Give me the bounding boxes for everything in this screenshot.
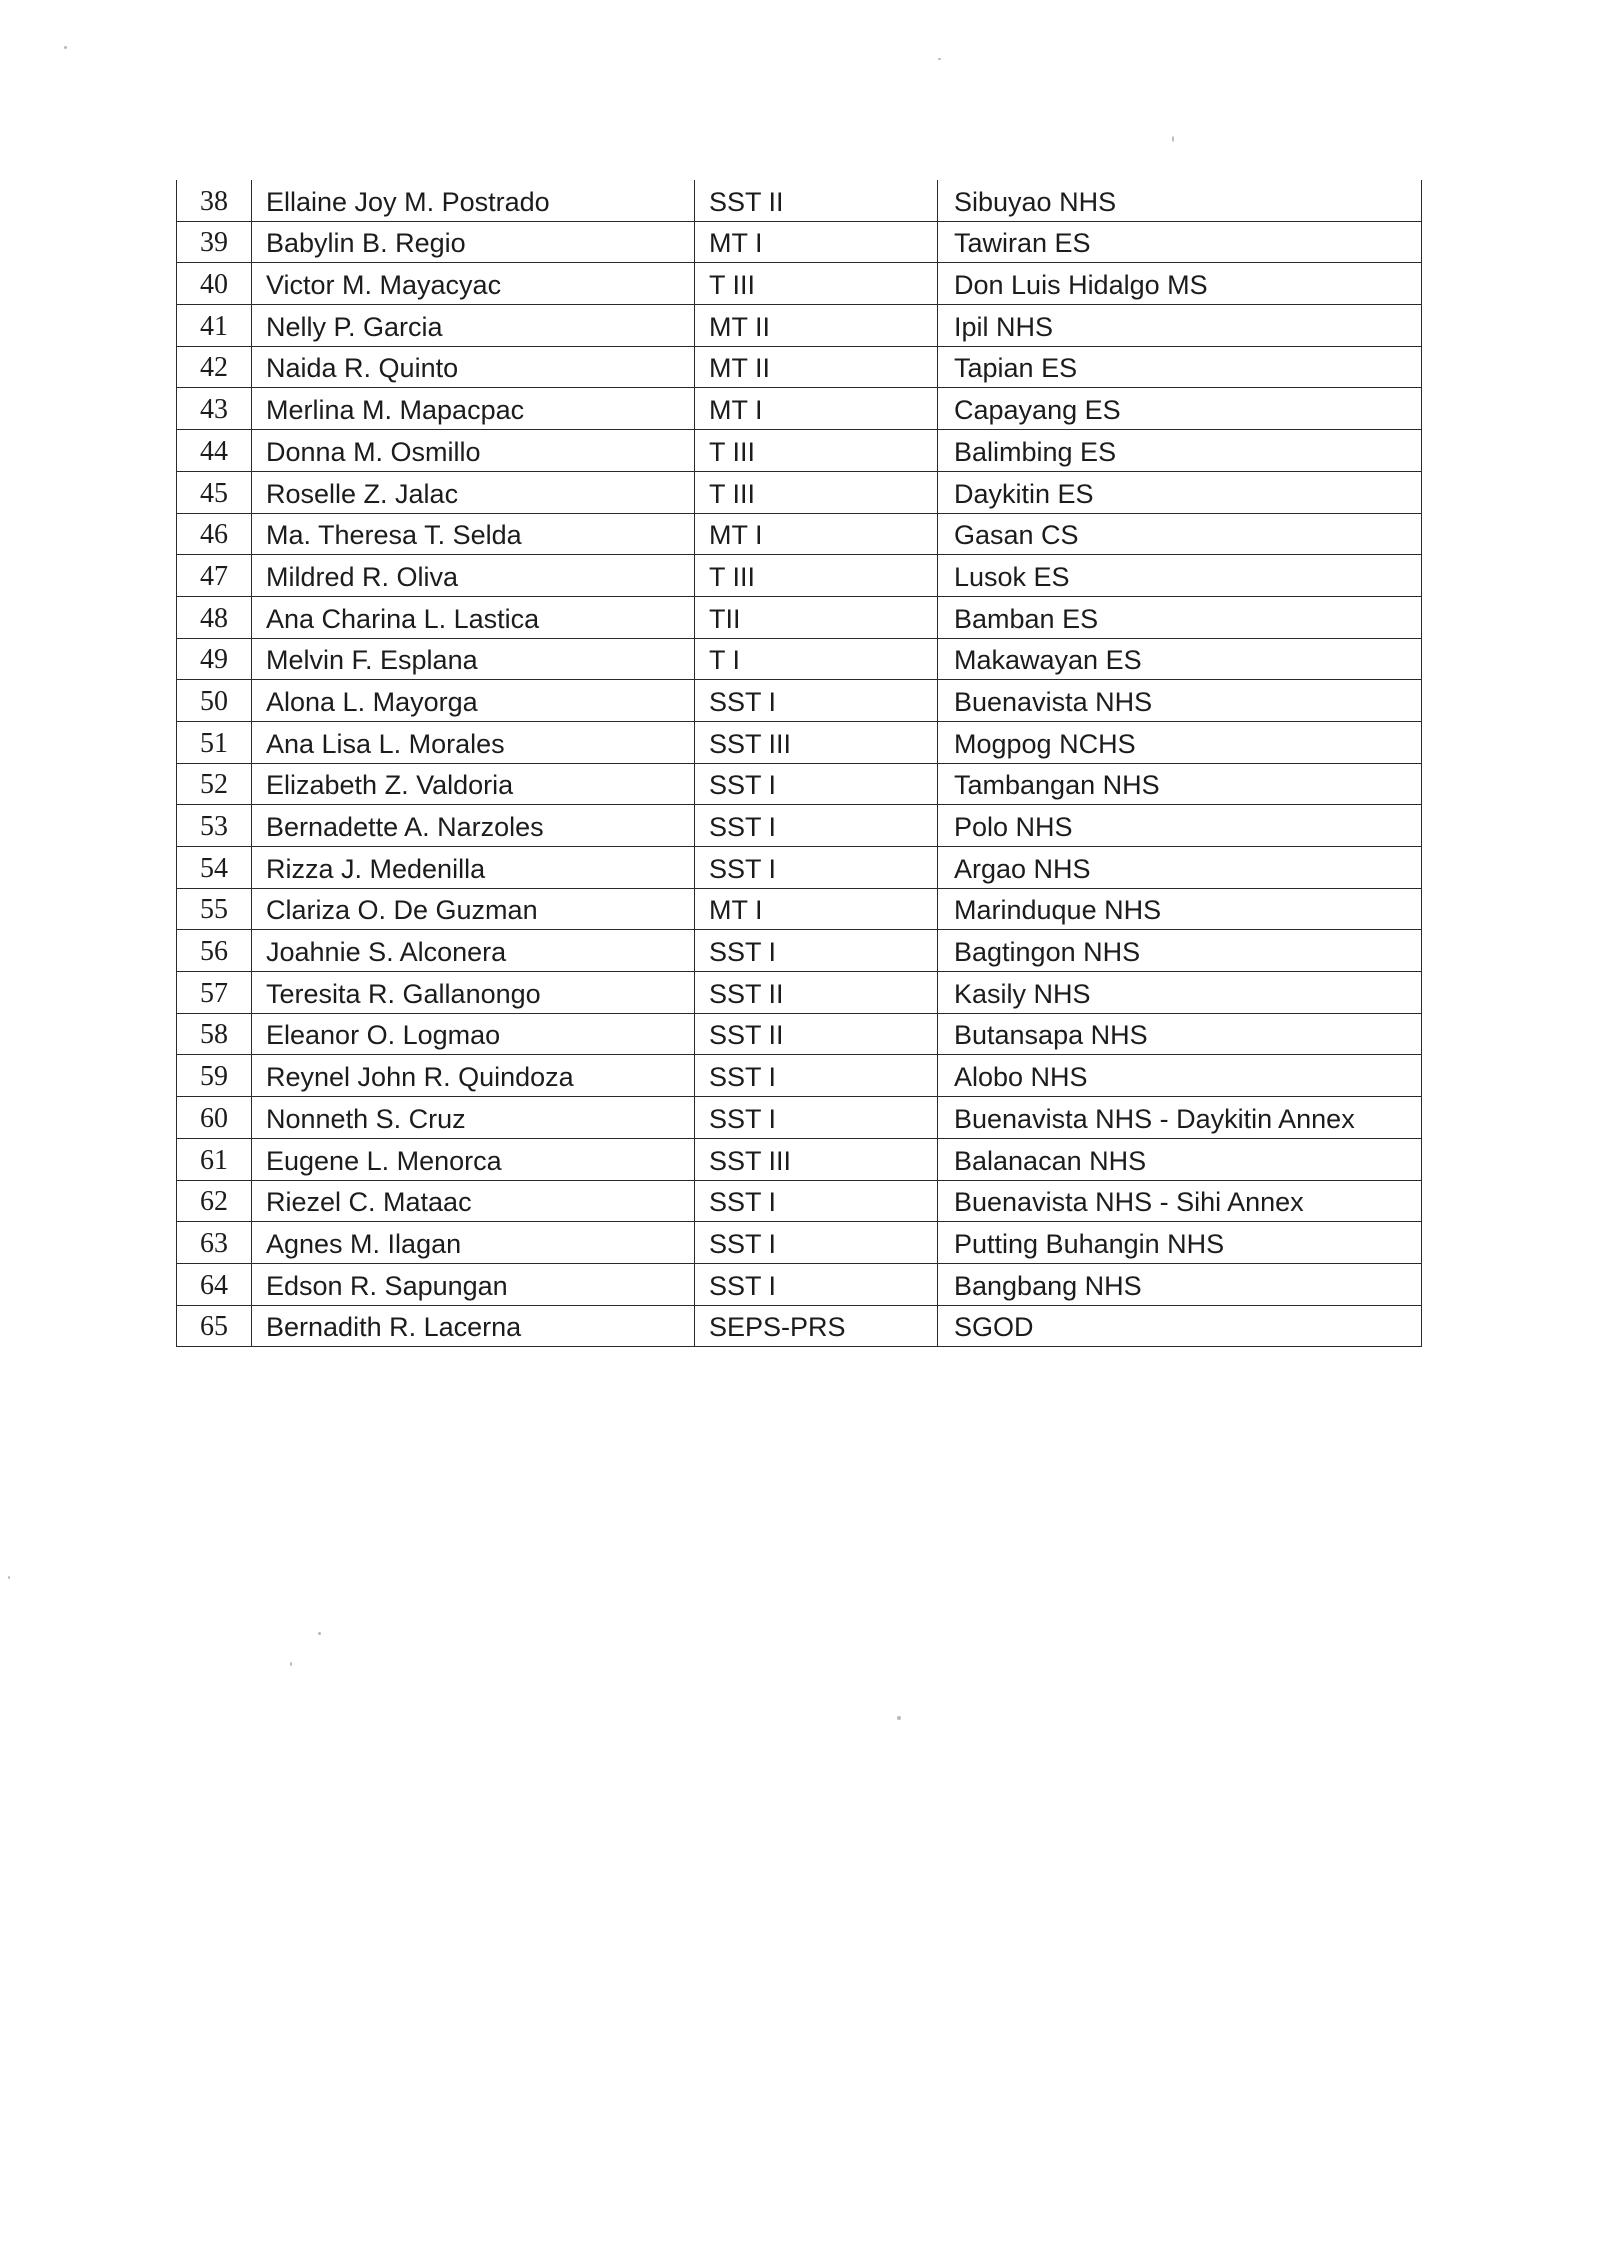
personnel-position: SST I — [695, 847, 938, 889]
personnel-school: Balanacan NHS — [938, 1138, 1422, 1180]
personnel-position: SST I — [695, 763, 938, 805]
personnel-school: Gasan CS — [938, 513, 1422, 555]
row-number: 63 — [177, 1222, 252, 1264]
row-number: 57 — [177, 972, 252, 1014]
personnel-position: T I — [695, 638, 938, 680]
row-number: 48 — [177, 596, 252, 638]
personnel-name: Bernadith R. Lacerna — [252, 1305, 695, 1347]
table-row — [177, 1222, 1422, 1264]
personnel-school: Buenavista NHS - Sihi Annex — [938, 1180, 1422, 1222]
row-number: 56 — [177, 930, 252, 972]
row-number: 44 — [177, 430, 252, 472]
table-row — [177, 1305, 1422, 1347]
personnel-name: Roselle Z. Jalac — [252, 471, 695, 513]
table-row — [177, 388, 1422, 430]
personnel-school: Lusok ES — [938, 555, 1422, 597]
personnel-table — [176, 180, 1422, 1347]
row-number: 53 — [177, 805, 252, 847]
table-row — [177, 305, 1422, 347]
personnel-position: MT I — [695, 388, 938, 430]
scan-speck — [938, 58, 941, 60]
row-number: 41 — [177, 305, 252, 347]
personnel-school: Marinduque NHS — [938, 888, 1422, 930]
table-row — [177, 513, 1422, 555]
table-row — [177, 221, 1422, 263]
personnel-name: Nelly P. Garcia — [252, 305, 695, 347]
personnel-name: Elizabeth Z. Valdoria — [252, 763, 695, 805]
personnel-position: SST I — [695, 680, 938, 722]
row-number: 40 — [177, 263, 252, 305]
row-number: 58 — [177, 1013, 252, 1055]
personnel-school: Bangbang NHS — [938, 1263, 1422, 1305]
row-number: 38 — [177, 180, 252, 221]
row-number: 39 — [177, 221, 252, 263]
personnel-school: Tambangan NHS — [938, 763, 1422, 805]
row-number: 47 — [177, 555, 252, 597]
personnel-school: Putting Buhangin NHS — [938, 1222, 1422, 1264]
row-number: 46 — [177, 513, 252, 555]
personnel-position: MT II — [695, 305, 938, 347]
row-number: 42 — [177, 346, 252, 388]
table-row — [177, 930, 1422, 972]
personnel-name: Rizza J. Medenilla — [252, 847, 695, 889]
table-row — [177, 680, 1422, 722]
row-number: 65 — [177, 1305, 252, 1347]
personnel-position: SST III — [695, 1138, 938, 1180]
personnel-name: Ana Charina L. Lastica — [252, 596, 695, 638]
personnel-school: Capayang ES — [938, 388, 1422, 430]
personnel-school: Tawiran ES — [938, 221, 1422, 263]
personnel-position: T III — [695, 430, 938, 472]
row-number: 60 — [177, 1097, 252, 1139]
personnel-table-body — [177, 180, 1422, 1347]
personnel-position: MT I — [695, 888, 938, 930]
personnel-school: Polo NHS — [938, 805, 1422, 847]
personnel-school: Buenavista NHS — [938, 680, 1422, 722]
row-number: 64 — [177, 1263, 252, 1305]
personnel-school: Don Luis Hidalgo MS — [938, 263, 1422, 305]
personnel-position: SST I — [695, 805, 938, 847]
personnel-name: Donna M. Osmillo — [252, 430, 695, 472]
personnel-name: Teresita R. Gallanongo — [252, 972, 695, 1014]
row-number: 62 — [177, 1180, 252, 1222]
personnel-name: Merlina M. Mapacpac — [252, 388, 695, 430]
personnel-name: Alona L. Mayorga — [252, 680, 695, 722]
table-row — [177, 847, 1422, 889]
table-row — [177, 346, 1422, 388]
personnel-position: SST II — [695, 1013, 938, 1055]
personnel-position: SST I — [695, 1222, 938, 1264]
personnel-name: Agnes M. Ilagan — [252, 1222, 695, 1264]
personnel-position: SST II — [695, 180, 938, 221]
personnel-position: T III — [695, 555, 938, 597]
table-row — [177, 1263, 1422, 1305]
personnel-name: Eugene L. Menorca — [252, 1138, 695, 1180]
row-number: 61 — [177, 1138, 252, 1180]
table-row — [177, 721, 1422, 763]
table-row — [177, 638, 1422, 680]
personnel-name: Nonneth S. Cruz — [252, 1097, 695, 1139]
scan-speck — [290, 1662, 292, 1666]
row-number: 50 — [177, 680, 252, 722]
row-number: 54 — [177, 847, 252, 889]
personnel-position: MT I — [695, 513, 938, 555]
personnel-school: Daykitin ES — [938, 471, 1422, 513]
personnel-name: Ellaine Joy M. Postrado — [252, 180, 695, 221]
personnel-school: Balimbing ES — [938, 430, 1422, 472]
scan-speck — [64, 46, 67, 49]
scan-speck — [897, 1716, 901, 1720]
scan-speck — [8, 1576, 10, 1579]
personnel-position: SST III — [695, 721, 938, 763]
row-number: 55 — [177, 888, 252, 930]
personnel-school: Ipil NHS — [938, 305, 1422, 347]
table-row — [177, 1013, 1422, 1055]
scan-speck — [318, 1632, 321, 1635]
personnel-position: SST I — [695, 1263, 938, 1305]
table-row — [177, 430, 1422, 472]
table-row — [177, 763, 1422, 805]
personnel-position: SEPS-PRS — [695, 1305, 938, 1347]
table-row — [177, 1055, 1422, 1097]
personnel-name: Joahnie S. Alconera — [252, 930, 695, 972]
personnel-school: Mogpog NCHS — [938, 721, 1422, 763]
personnel-position: T III — [695, 263, 938, 305]
personnel-school: Bamban ES — [938, 596, 1422, 638]
personnel-position: MT II — [695, 346, 938, 388]
personnel-school: Tapian ES — [938, 346, 1422, 388]
personnel-name: Melvin F. Esplana — [252, 638, 695, 680]
personnel-school: Buenavista NHS - Daykitin Annex — [938, 1097, 1422, 1139]
personnel-school: Argao NHS — [938, 847, 1422, 889]
personnel-name: Mildred R. Oliva — [252, 555, 695, 597]
row-number: 45 — [177, 471, 252, 513]
personnel-position: MT I — [695, 221, 938, 263]
personnel-position: TII — [695, 596, 938, 638]
table-row — [177, 805, 1422, 847]
personnel-position: SST II — [695, 972, 938, 1014]
table-row — [177, 180, 1422, 221]
table-row — [177, 888, 1422, 930]
row-number: 43 — [177, 388, 252, 430]
row-number: 52 — [177, 763, 252, 805]
scan-speck — [1172, 136, 1174, 142]
personnel-name: Riezel C. Mataac — [252, 1180, 695, 1222]
personnel-name: Babylin B. Regio — [252, 221, 695, 263]
personnel-position: SST I — [695, 1097, 938, 1139]
personnel-name: Victor M. Mayacyac — [252, 263, 695, 305]
personnel-name: Ana Lisa L. Morales — [252, 721, 695, 763]
table-row — [177, 555, 1422, 597]
personnel-school: Makawayan ES — [938, 638, 1422, 680]
personnel-position: SST I — [695, 1180, 938, 1222]
personnel-position: T III — [695, 471, 938, 513]
row-number: 51 — [177, 721, 252, 763]
table-row — [177, 972, 1422, 1014]
personnel-school: SGOD — [938, 1305, 1422, 1347]
personnel-name: Ma. Theresa T. Selda — [252, 513, 695, 555]
table-row — [177, 263, 1422, 305]
row-number: 49 — [177, 638, 252, 680]
personnel-name: Edson R. Sapungan — [252, 1263, 695, 1305]
personnel-position: SST I — [695, 1055, 938, 1097]
personnel-position: SST I — [695, 930, 938, 972]
personnel-school: Butansapa NHS — [938, 1013, 1422, 1055]
table-row — [177, 471, 1422, 513]
personnel-school: Alobo NHS — [938, 1055, 1422, 1097]
table-row — [177, 1180, 1422, 1222]
personnel-school: Bagtingon NHS — [938, 930, 1422, 972]
personnel-school: Kasily NHS — [938, 972, 1422, 1014]
personnel-name: Naida R. Quinto — [252, 346, 695, 388]
personnel-name: Eleanor O. Logmao — [252, 1013, 695, 1055]
personnel-school: Sibuyao NHS — [938, 180, 1422, 221]
personnel-name: Bernadette A. Narzoles — [252, 805, 695, 847]
table-row — [177, 1097, 1422, 1139]
personnel-name: Reynel John R. Quindoza — [252, 1055, 695, 1097]
row-number: 59 — [177, 1055, 252, 1097]
personnel-name: Clariza O. De Guzman — [252, 888, 695, 930]
table-row — [177, 1138, 1422, 1180]
table-row — [177, 596, 1422, 638]
